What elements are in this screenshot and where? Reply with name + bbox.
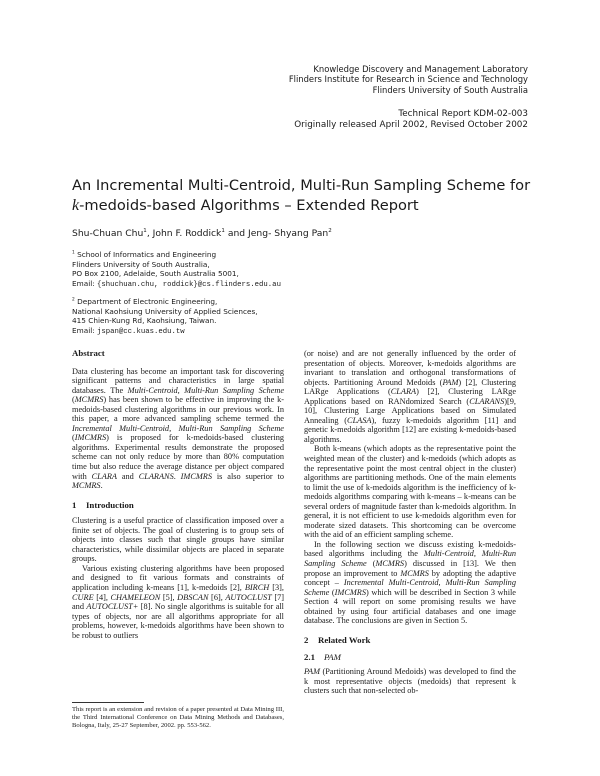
email-label: Email:: [72, 278, 98, 288]
footnote: This report is an extension and revision of a paper presented at Data Mining III, the Third International Conference on Data Mining Methods and Databases, Bologna, Italy, 25-27 September, 2002. pp. 553-562.: [72, 706, 284, 729]
section-1-heading: [72, 501, 284, 511]
title-variable-k: k: [72, 197, 80, 214]
report-number: Technical Report KDM-02-003: [398, 109, 528, 119]
title-line-2-text: -medoids-based Algorithms – Extended Report: [79, 197, 419, 214]
pam-paragraph: PAM (Partitioning Around Medoids) was developed to find the k most representative objects (medoids) that represent k clusters such that non-selected ob-: [304, 666, 516, 696]
paper-title: [72, 176, 532, 216]
email-label: Email:: [72, 325, 98, 335]
left-column: [72, 349, 284, 640]
institute-name: Flinders Institute for Research in Science and Technology: [288, 74, 528, 85]
section-title: Related Work: [318, 634, 371, 645]
affiliation-1-email[interactable]: {shuchuan.chu, roddick}@cs.flinders.edu.au: [97, 280, 281, 289]
university-name: Flinders University of South Australia: [372, 84, 528, 95]
affiliation-1-university: Flinders University of South Australia,: [72, 259, 210, 269]
title-line-1: An Incremental Multi-Centroid, Multi-Run Sampling Scheme for: [72, 177, 531, 194]
section-number: 2: [304, 634, 309, 645]
abstract-heading: Abstract: [72, 348, 105, 358]
author-list: [72, 228, 332, 239]
affiliation-2-email[interactable]: jspan@cc.kuas.edu.tw: [97, 327, 185, 336]
author-1-affil: 1: [143, 227, 147, 234]
affiliation-1-school: School of Informatics and Engineering: [74, 250, 217, 259]
intro-paragraph-2: Various existing clustering algorithms have been proposed and designed to fit various formats and constraints of application including k-means [1], k-medoids [2], BIRCH [3], CURE [4], CHAMELEON [5], DBSCAN [6], AUTOCLUST [7] and AUTOCLUST+ [8]. No single algorithms is suitable for all types of objects, nor are all algorithms appropriate for all problems, however, k-medoids algorithms have been shown to be robust to outliers: [72, 563, 284, 640]
right-paragraph-2: Both k-means (which adopts as the representative point the weighted mean of the cluster) and k-medoids (which adopts as the representative point the most central object in the cluster) algorithms are partitioning methods. One of the main elements to limit the use of k-medoids algorithm is the inefficiency of k-medoids algorithms comparing with k-means – k-means can be several orders of magnitude faster than k-medoids algorithm. In general, it is not efficient to use k-medoids algorithm even for moderate sized datasets. This shortcoming can be overcome with the aid of an efficient sampling scheme.: [304, 444, 516, 540]
section-2-heading: [304, 636, 516, 646]
lab-header: [289, 64, 528, 95]
section-number: 1: [72, 499, 77, 510]
abstract-text: Data clustering has become an important task for discovering significant patterns and characteristics in large spatial databases. The Multi-Centroid, Multi-Run Sampling Scheme (MCMRS) has been shown to be effective in improving the k-medoids-based clustering algorithms in our previous work. In this paper, a more advanced sampling scheme termed the Incremental Multi-Centroid, Multi-Run Sampling Scheme (IMCMRS) is proposed for k-medoids-based clustering algorithms. Experimental results demonstrate the proposed scheme can not only reduce by more than 80% computation time but also reduce the average distance per object compared with CLARA and CLARANS. IMCMRS is also superior to MCMRS.: [72, 366, 284, 491]
right-column: [304, 349, 516, 696]
affiliation-2-department: Department of Electronic Engineering,: [74, 297, 218, 306]
release-info: Originally released April 2002, Revised October 2002: [294, 120, 528, 131]
affiliation-1-marker: 1: [72, 250, 75, 256]
affiliation-1: [72, 250, 281, 290]
author-separator: ,: [146, 228, 153, 239]
subsection-2-1-heading: [304, 653, 516, 663]
subsection-title: PAM: [324, 652, 341, 663]
section-title: Introduction: [86, 499, 134, 510]
author-3-affil: 2: [328, 227, 332, 234]
right-paragraph-3: In the following section we discuss existing k-medoids-based algorithms including the Multi-Centroid, Multi-Run Sampling Scheme (MCMRS) discussed in [13]. We then propose an improvement to MCMRS by adopting the adaptive concept – Incremental Multi-Centroid, Multi-Run Sampling Scheme (IMCMRS) which will be described in Section 3 while Section 4 will report on some promising results we have obtained by using four artificial databases and one image database. The conclusions are given in Section 5.: [304, 539, 517, 626]
subsection-number: 2.1: [304, 652, 315, 663]
affiliation-2-university: National Kaohsiung University of Applied Sciences,: [72, 306, 258, 316]
author-separator: and: [224, 228, 249, 239]
right-paragraph-1: (or noise) and are not generally influenced by the order of presentation of objects. Moreover, k-medoids algorithms are invariant to translation and orthogonal transformations of objects. Partitioning Around Medoids (PAM) [2], Clustering LARge Applications (CLARA) [2], Clustering LARge Applications based on RANdomized Search (CLARANS)[9, 10], Clustering Large Applications based on Simulated Annealing (CLASA), fuzzy k-medoids algorithm [11] and genetic k-medoids algorithm [12] are existing k-medoids-based algorithms.: [304, 349, 516, 444]
affiliation-2: [72, 297, 258, 337]
author-3: Jeng- Shyang Pan: [248, 228, 329, 239]
author-2-affil: 1: [221, 227, 225, 234]
report-header: [294, 109, 528, 131]
intro-paragraph-1: Clustering is a useful practice of classification imposed over a finite set of objects. The goal of clustering is to group sets of objects into classes such that single groups have similar characteristics, while dissimilar objects are placed in separate groups.: [72, 516, 284, 564]
affiliation-1-address: PO Box 2100, Adelaide, South Australia 5001,: [72, 269, 239, 279]
author-1: Shu-Chuan Chu: [72, 228, 144, 239]
footnote-rule: [72, 702, 144, 703]
affiliation-2-marker: 2: [72, 297, 75, 303]
title-line-2: [72, 196, 532, 216]
lab-name: Knowledge Discovery and Management Laboratory: [313, 64, 528, 74]
author-2: John F. Roddick: [152, 228, 222, 239]
affiliation-2-address: 415 Chien-Kung Rd, Kaohsiung, Taiwan.: [72, 316, 217, 326]
